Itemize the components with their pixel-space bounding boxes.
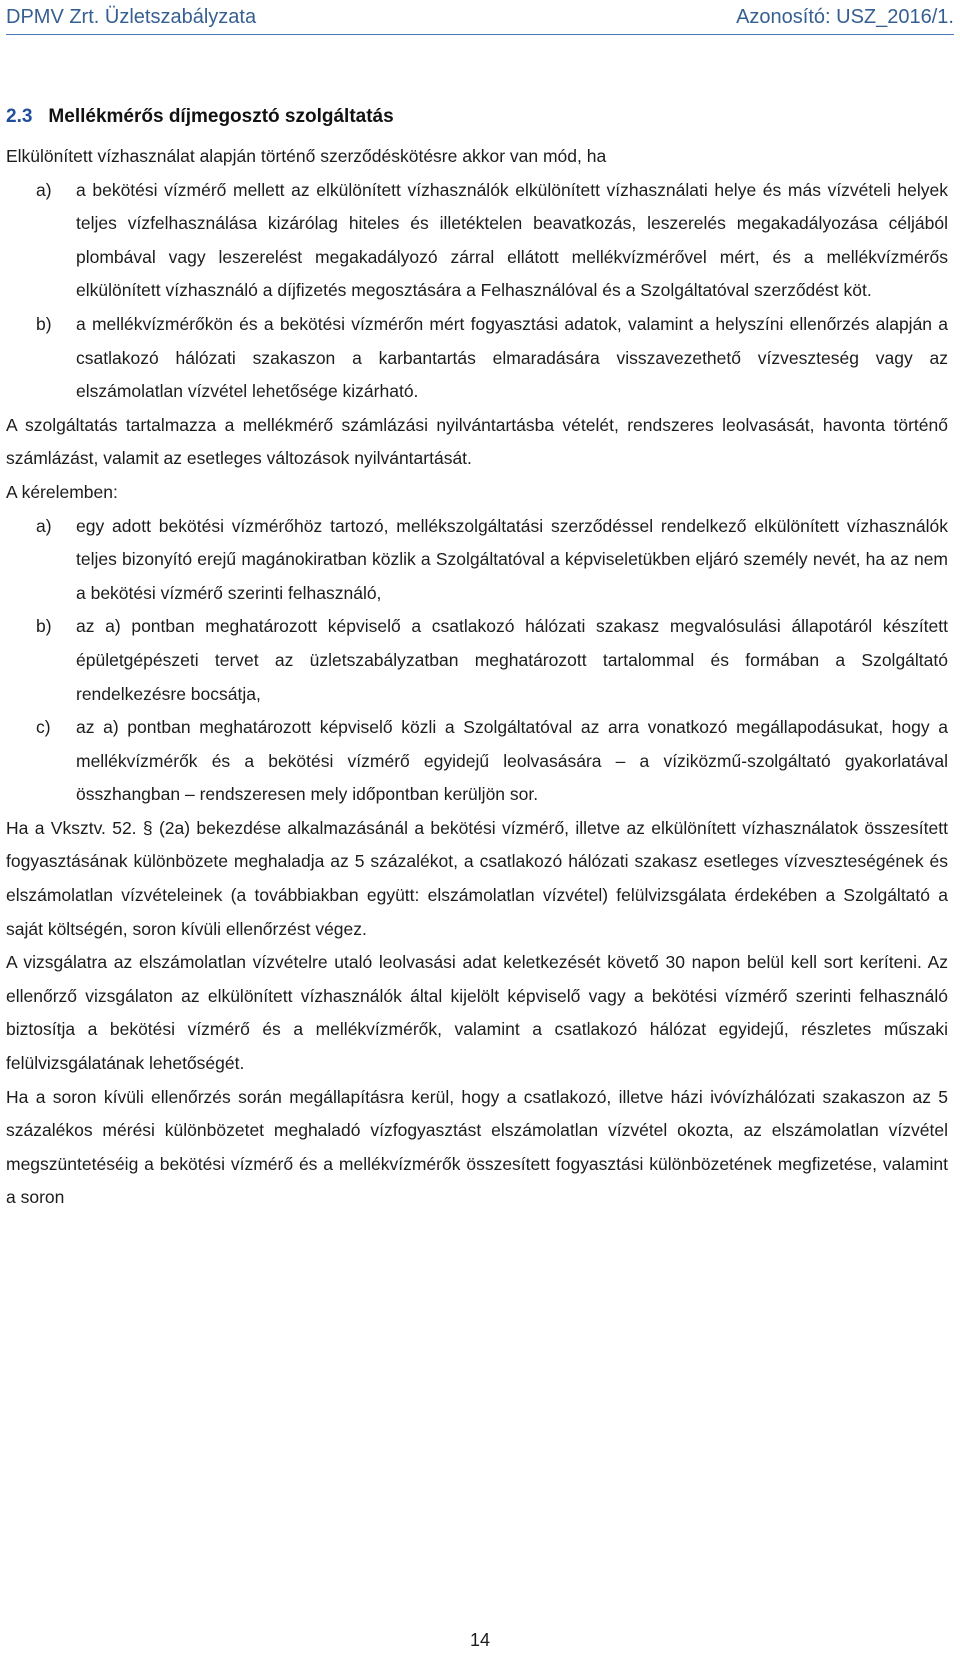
- list-marker: a): [36, 515, 52, 536]
- list-item-text: egy adott bekötési vízmérőhöz tartozó, mellékszolgáltatási szerződéssel rendelkező elkülönített vízhasználók teljes bizonyító erejű magánokiratban közlik a Szolgáltatóval a képviseletükben eljáró személy nevét, ha az nem a bekötési vízmérő szerinti felhasználó,: [76, 515, 948, 603]
- header-document-id: Azonosító: USZ_2016/1.: [736, 5, 954, 28]
- section-heading: [6, 106, 394, 128]
- header-document-title: DPMV Zrt. Üzletszabályzata: [6, 5, 257, 28]
- list-item-text: a bekötési vízmérő mellett az elkülönített vízhasználók elkülönített vízhasználati helye és más vízvételi helyek teljes vízfelhasználása kizárólag hiteles és illetéktelen beavatkozás, leszerelés megakadályozása céljából plombával vagy leszerelést megakadályozó zárral ellátott mellékvízmérővel mért, és a mellékvízmérős elkülönített vízhasználó a díjfizetés megosztására a Felhasználóval és a Szolgáltatóval szerződést köt.: [76, 179, 948, 301]
- list-item: [6, 711, 948, 812]
- list-item-text: az a) pontban meghatározott képviselő közli a Szolgáltatóval az arra vonatkozó megállapodásukat, hogy a mellékvízmérők és a bekötési vízmérő egyidejű leolvasására – a víziközmű-szolgáltató gyakorlatával összhangban – rendszeresen mely időpontban kerüljön sor.: [76, 717, 948, 805]
- section-title: Mellékmérős díjmegosztó szolgáltatás: [48, 106, 394, 127]
- list-marker: b): [36, 616, 52, 637]
- list-item-text: a mellékvízmérőkön és a bekötési vízmérőn mért fogyasztási adatok, valamint a helyszíni ellenőrzés alapján a csatlakozó hálózati szakaszon a karbantartás elmaradására visszavezethető vízveszteség vagy az elszámolatlan vízvétel lehetősége kizárható.: [76, 313, 948, 402]
- list-item: [6, 610, 948, 711]
- service-paragraph: A szolgáltatás tartalmazza a mellékmérő számlázási nyilvántartásba vételét, rendszeres leolvasását, havonta történő számlázást, valamit az esetleges változások nyilvántartását.: [6, 414, 948, 469]
- page-header: [6, 0, 954, 35]
- intro-paragraph: Elkülönített vízhasználat alapján történő szerződéskötésre akkor van mód, ha: [6, 146, 607, 166]
- page-footer: [0, 1630, 960, 1651]
- list-marker: a): [36, 179, 52, 200]
- request-intro: A kérelemben:: [6, 481, 118, 502]
- list-item: [6, 308, 948, 409]
- document-body: [6, 140, 948, 1215]
- section-number: 2.3: [6, 106, 33, 127]
- page-number: 14: [469, 1630, 491, 1650]
- inspection-paragraph: A vizsgálatra az elszámolatlan vízvételre utaló leolvasási adat keletkezését követő 30 napon belül kell sort keríteni. Az ellenőrző vizsgálaton az elkülönített vízhasználók által kijelölt képviselő vagy a bekötési vízmérő szerinti felhasználó biztosítja a bekötési vízmérő és a mellékvízmérők, valamint a csatlakozó hálózat egyidejű, részletes műszaki felülvizsgálatának lehetőségét.: [6, 952, 948, 1074]
- vksztv-paragraph: Ha a Vksztv. 52. § (2a) bekezdése alkalmazásánál a bekötési vízmérő, illetve az elkülönített vízhasználatok összesített fogyasztásának különbözete meghaladja az 5 százalékot, a csatlakozó hálózati szakasz esetleges vízveszteségének és elszámolatlan vízvételeinek (a továbbiakban együtt: elszámolatlan vízvétel) felülvizsgálata érdekében a Szolgáltató a saját költségén, soron kívüli ellenőrzést végez.: [6, 817, 948, 939]
- list-item: [6, 174, 948, 308]
- findings-paragraph: Ha a soron kívüli ellenőrzés során megállapításra kerül, hogy a csatlakozó, illetve házi ivóvízhálózati szakaszon az 5 százalékos mérési különbözetet meghaladó vízfogyasztást elszámolatlan vízvétel okozta, az elszámolatlan vízvétel megszüntetéséig a bekötési vízmérő és a mellékvízmérők összesített fogyasztási különbözetének megfizetése, valamint a soron: [6, 1086, 948, 1208]
- list-item-text: az a) pontban meghatározott képviselő a csatlakozó hálózati szakasz megvalósulási állapotáról készített épületgépészeti tervet az üzletszabályzatban meghatározott tartalommal és formában a Szolgáltató rendelkezésre bocsátja,: [76, 616, 948, 704]
- list-marker: c): [36, 717, 51, 738]
- list-marker: b): [36, 313, 52, 334]
- list-item: [6, 510, 948, 611]
